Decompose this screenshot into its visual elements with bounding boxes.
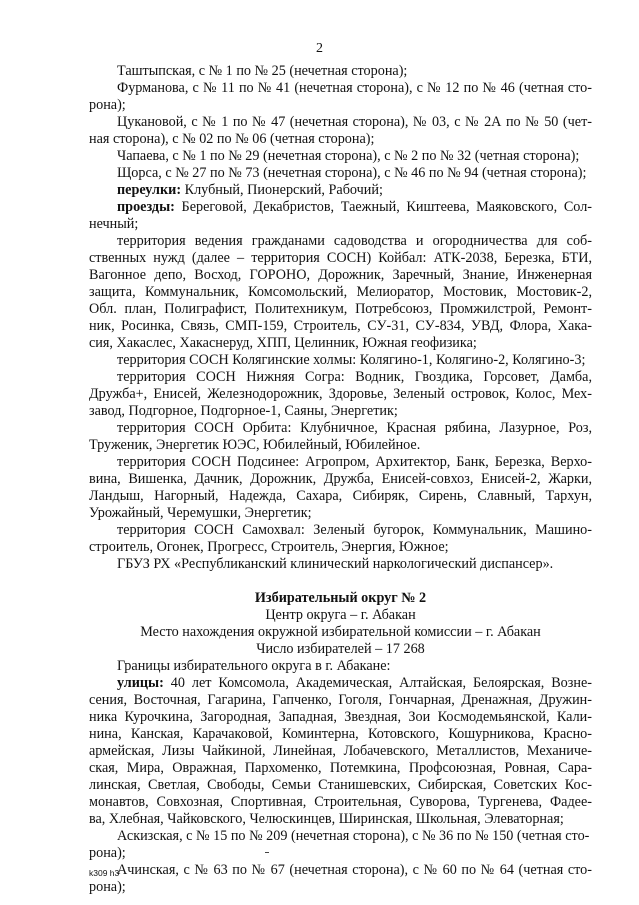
- text-segment: Границы избирательного округа в г. Абакане:: [117, 658, 391, 674]
- text-line: [89, 777, 592, 793]
- text-line: [117, 165, 586, 181]
- text-segment: 40 лет Комсомола, Академическая, Алтайская, Белоярская, Возне-: [163, 675, 592, 691]
- text-segment: ГБУЗ РХ «Республиканский клинический наркологический диспансер».: [117, 556, 554, 572]
- text-line: [117, 420, 592, 436]
- text-line: [89, 505, 312, 521]
- text-line: [89, 709, 592, 725]
- text-segment: строитель, Огонек, Прогресс, Строитель, Энергия, Южное;: [89, 539, 449, 555]
- text-line: [89, 879, 126, 895]
- text-line: [117, 862, 592, 878]
- text-segment: ник, Росинка, Связь, СМП-159, Строитель, СУ-31, СУ-834, УВД, Флора, Хака-: [89, 318, 592, 334]
- text-segment: Вагонное депо, Восход, ГОРОНО, Дорожник, Заречный, Знание, Инженерная: [89, 267, 592, 283]
- text-segment: ственных нужд (далее – территория СОСН) Койбал: АТК-2038, Березка, БТИ,: [89, 250, 592, 266]
- text-segment: нина, Канская, Карачаковой, Коминтерна, Котовского, Кошурникова, Красно-: [89, 726, 592, 742]
- text-line: [89, 301, 592, 317]
- text-line: [89, 539, 449, 555]
- text-line: [89, 335, 477, 351]
- text-segment: линская, Светлая, Свободы, Семьи Станишевских, Сибирская, Советских Кос-: [89, 777, 592, 793]
- text-line: [89, 811, 564, 827]
- text-line: [117, 352, 585, 368]
- text-line: [117, 828, 589, 844]
- text-line: [89, 216, 138, 232]
- text-segment: сия, Хакаслес, Хакаснеруд, ХПП, Целинник, Южная геофизика;: [89, 335, 477, 351]
- text-segment: ника Курочкина, Загородная, Западная, Звездная, Зои Космодемьянской, Кали-: [89, 709, 592, 725]
- text-line: [89, 267, 592, 283]
- text-line: [117, 148, 579, 164]
- text-segment: Аскизская, с № 15 по № 209 (нечетная сторона), с № 36 по № 150 (четная сто-: [117, 828, 590, 844]
- text-line: [117, 675, 592, 691]
- text-segment: территория СОСН Самохвал: Зеленый бугорок, Коммунальник, Машино-: [117, 522, 592, 538]
- text-segment: вина, Вишенка, Дачник, Дорожник, Дружба, Енисей-совхоз, Енисей-2, Жарки,: [89, 471, 592, 487]
- text-segment: территория СОСН Нижняя Согра: Водник, Гвоздика, Горсовет, Дамба,: [117, 369, 592, 385]
- text-segment: Труженик, Энергетик ЮЭС, Юбилейный, Юбилейное.: [89, 437, 421, 453]
- text-line: [117, 233, 592, 249]
- text-segment: Ландыш, Нагорный, Надежда, Сахара, Сибиряк, Сирень, Славный, Тархун,: [89, 488, 592, 504]
- text-line: [89, 97, 126, 113]
- text-line: [117, 182, 383, 198]
- text-segment: защита, Коммунальник, Комсомольский, Мелиоратор, Мостовик, Мостовик-2,: [89, 284, 592, 300]
- text-segment: Урожайный, Черемушки, Энергетик;: [89, 505, 312, 521]
- scan-mark: [265, 852, 269, 853]
- text-segment: завод, Подгорное, Подгорное-1, Саяны, Энергетик;: [89, 403, 398, 419]
- text-line: [89, 641, 592, 657]
- text-segment: нечный;: [89, 216, 139, 232]
- text-segment: ва, Хлебная, Чайковского, Челюскинцев, Ширинская, Школьная, Элеваторная;: [89, 811, 564, 827]
- text-segment: ная сторона), с № 02 по № 06 (четная сторона);: [89, 131, 375, 147]
- text-segment: Клубный, Пионерский, Рабочий;: [181, 182, 383, 198]
- text-segment: Место нахождения окружной избирательной комиссии – г. Абакан: [140, 624, 541, 640]
- text-segment: монавтов, Совхозная, Спортивная, Строительная, Суворова, Тургенева, Фадее-: [89, 794, 592, 810]
- text-segment: Центр округа – г. Абакан: [265, 607, 416, 623]
- text-line: [89, 318, 592, 334]
- text-segment: Щорса, с № 27 по № 73 (нечетная сторона), с № 46 по № 94 (четная сторона);: [117, 165, 587, 181]
- text-line: [89, 250, 592, 266]
- text-segment: Дружба+, Енисей, Железнодорожник, Здоровье, Зеленый островок, Колос, Мех-: [89, 386, 592, 402]
- text-line: [117, 114, 592, 130]
- text-segment: Чапаева, с № 1 по № 29 (нечетная сторона), с № 2 по № 32 (четная сторона);: [117, 148, 580, 164]
- text-line: [89, 437, 420, 453]
- text-line: [89, 760, 592, 776]
- footer-code: k309 h3: [89, 868, 120, 878]
- text-line: [89, 607, 592, 623]
- text-segment: территория СОСН Подсинее: Агропром, Архитектор, Банк, Березка, Верхо-: [117, 454, 592, 470]
- text-line: [89, 794, 592, 810]
- bold-label: Избирательный округ № 2: [254, 590, 427, 606]
- text-line: [117, 522, 592, 538]
- text-line: [89, 386, 592, 402]
- text-segment: территория СОСН Колягинские холмы: Колягино-1, Колягино-2, Колягино-3;: [117, 352, 586, 368]
- text-line: [89, 403, 398, 419]
- text-line: [117, 63, 407, 79]
- text-segment: Обл. план, Полиграфист, Политехникум, Потребсоюз, Промжилстрой, Ремонт-: [89, 301, 592, 317]
- text-segment: территория ведения гражданами садоводства и огородничества для соб-: [117, 233, 592, 249]
- bold-label: улицы:: [117, 675, 164, 691]
- text-segment: Таштыпская, с № 1 по № 25 (нечетная сторона);: [117, 63, 408, 79]
- text-line: [89, 743, 592, 759]
- text-segment: армейская, Лизы Чайкиной, Линейная, Лобачевского, Металлистов, Механиче-: [89, 743, 592, 759]
- text-segment: Цукановой, с № 1 по № 47 (нечетная сторона), № 03, с № 2А по № 50 (чет-: [117, 114, 592, 130]
- text-segment: территория СОСН Орбита: Клубничное, Красная рябина, Лазурное, Роз,: [117, 420, 592, 436]
- text-segment: рона);: [89, 97, 126, 113]
- bold-label: переулки:: [117, 182, 182, 198]
- text-segment: Фурманова, с № 11 по № 41 (нечетная сторона), с № 12 по № 46 (четная сто-: [117, 80, 592, 96]
- text-line: [89, 488, 592, 504]
- text-line: [117, 80, 592, 96]
- text-segment: ская, Мира, Овражная, Пархоменко, Потемкина, Профсоюзная, Ровная, Сара-: [89, 760, 592, 776]
- text-line: [117, 454, 592, 470]
- text-segment: сения, Восточная, Гагарина, Гапченко, Гоголя, Гончарная, Дренажная, Дружин-: [89, 692, 592, 708]
- text-line: [89, 845, 126, 861]
- text-line: [117, 199, 592, 215]
- text-segment: Число избирателей – 17 268: [256, 641, 425, 657]
- text-segment: рона);: [89, 845, 126, 861]
- text-line: [89, 471, 592, 487]
- text-segment: Береговой, Декабристов, Таежный, Киштеева, Маяковского, Сол-: [174, 199, 592, 215]
- text-line: [117, 369, 592, 385]
- text-segment: рона);: [89, 879, 126, 895]
- text-line: [89, 284, 592, 300]
- text-line: [89, 726, 592, 742]
- page-number: 2: [316, 41, 323, 56]
- text-line: [89, 692, 592, 708]
- text-segment: Ачинская, с № 63 по № 67 (нечетная сторона), с № 60 по № 64 (четная сто-: [117, 862, 592, 878]
- text-line: [89, 624, 592, 640]
- text-line: [117, 658, 390, 674]
- text-line: [89, 131, 374, 147]
- bold-label: проезды:: [117, 199, 175, 215]
- text-line: [89, 590, 592, 606]
- text-line: [117, 556, 553, 572]
